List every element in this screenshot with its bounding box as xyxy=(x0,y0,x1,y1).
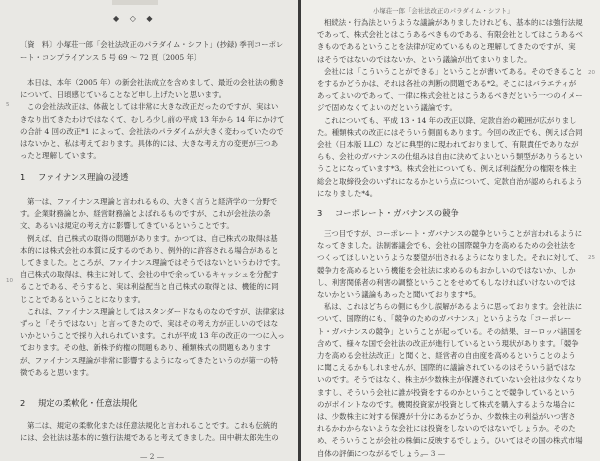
section-2-heading xyxy=(20,397,138,409)
line-marker: 5 xyxy=(6,102,10,108)
ornament: ◆ ◇ ◆ xyxy=(113,14,157,23)
section-1-body xyxy=(20,196,285,379)
body-paragraph: 例えば、自己株式の取得の問題があります。かつては、自己株式の取得は基本的には株式会社の本質に反するのであり、例外的に許容される場合があるとしてきました。ところが、ファイナンス理論ではそうではないというわけです。自己株式の取得は、株主に対して、会社の中で余っているキャッシュを分配することである、そうすると、実は利益配当と自己株式の取得とは、機能的に同じことであるということになります。 xyxy=(20,233,285,304)
body-paragraph: 会社には「こういうことができる」ということが書いてある。そのできることをするかどうかは、それは各社の判断の問題である*2。そこにはバラエティがあってよいのであって、一律に株式会社とはこうあるべきだという一つのイメージで固めなくてよいのだという議論です。 xyxy=(317,66,583,113)
body-paragraph: 相続法・行為法というような議論がありましたけれども、基本的には強行法規であって、株式会社とはこうあるべきものである、有限会社としてはこうあるべきものであるということを法律が定めているものと理解してきたのですが、実はそうではないのではないか、という議論が出てまいりました。 xyxy=(317,18,583,64)
section-2-body xyxy=(20,420,285,444)
section-title: コーポレート・ガバナンスの競争 xyxy=(335,208,459,218)
section-number: 1 xyxy=(20,172,26,182)
section-number: 2 xyxy=(20,398,26,408)
page-number: — 3 — xyxy=(421,449,446,458)
body-paragraph: 第二は、規定の柔軟化または任意法規化と言われることです。これも伝統的には、会社法は基本的に強行法規であると考えてきました。田中耕太郎先生の xyxy=(20,421,279,443)
running-head: 小塚荘一郎「会社法改正のパラダイム・シフト」 xyxy=(373,7,514,15)
line-marker: 25 xyxy=(588,255,595,261)
intro-text xyxy=(20,77,285,162)
intro-paragraph: この会社法改正は、体裁としては非常に大きな改正だったのですが、実はいきなり出てきたわけではなくて、むしろ少し前の平成 13 年から 14 年にかけての合計 4 回の改正*1 によって、会社法のパラダイムが大きく変わっていたのではないかと、私は考えております。具体的には、大きな考え方の変更が三つあったと理解しています。 xyxy=(20,102,285,161)
section-3-body xyxy=(317,228,583,460)
line-marker: 10 xyxy=(6,278,13,284)
body-paragraph: 私は、これはどちらの側にも少し誤解があるように思っております。会社法について、国際的にも、「競争のためのガバナンス」というような「コーポレート・ガバナンスの競争」ということが起っている。その結果、ヨーロッパ諸国を含めて、様々な国で会社法の改正が進行しているという現状があります。「競争力を高める会社法改正」と聞くと、経営者の自由度を高めるということのように聞こえるかもしれませんが、国際的に議論されているのはそういう話ではないのです。そうではなく、株主が少数株主が保護されていない会社は少なくなりますし、そういう会社に誰が投資をするのかということで競争しているというのがポイントなのです。機関投資家が投資として株式を購入するような場合には、少数株主に対する保護が十分にあるかどうか、少数株主の利益がいつ害されるかわからないような会社には投資をしないのではないでしょうか。そのため、そういうことが会社の株価に反映するでしょう。ひいてはその国の株式市場自体の評価につながるでしょう。 xyxy=(317,302,583,458)
left-page xyxy=(0,0,298,461)
reference-citation: 〔資 料〕小塚荘一郎「会社法改正のパラダイム・シフト」(抄録) 季刊コーポレート・コンプライアンス 5 号 69 ～ 72 頁〔2005 年〕 xyxy=(20,40,284,62)
body-paragraph: これは、ファイナンス理論としてはスタンダードなものなのですが、法律家はずっと「そうではない」と言ってきたので、実はその考え方が正しいのではないかということで採り入れられています。これが平成 13 年の改正の一つに入っております。その他、新株予約権の問題もあり、種類株式の問題もありますが、ファイナンス理論が非常に影響するようになってきたというのが第一の特徴であると思います。 xyxy=(20,306,285,377)
page-tab xyxy=(112,0,158,5)
right-page xyxy=(301,0,600,461)
section-3-heading xyxy=(317,207,459,219)
section-title: 規定の柔軟化・任意法規化 xyxy=(38,398,138,408)
body-paragraph: これについても、平成 13・14 年の改正以降、定款自治の範囲が広がりました。種類株式の改正にはそういう側面もあります。今回の改正でも、例えば合同会社（日本版 LLC）などに典型的に現われておりまして、有限責任でありながらも、会社のガバナンスの仕組みは自由に決めてよいという類型がありうるということになっています*3。株式会社についても、例えば利益配分の権限を株主総会と取締役会のいずれになるかという点について、定款自治が認められるようになりました*4。 xyxy=(317,115,583,198)
right-top-text xyxy=(317,17,583,200)
section-title: ファイナンス理論の浸透 xyxy=(38,172,129,182)
body-paragraph: 第一は、ファイナンス理論と言われるもの、大きく言うと経済学の一分野です。企業財務論とか、経営財務論とよばれるものですが、これが会社法の条文、あるいは規定の考え方に影響してきているということです。 xyxy=(20,197,278,231)
page-number: — 2 — xyxy=(140,452,165,461)
line-marker: 20 xyxy=(588,70,595,76)
body-paragraph: 三つ目ですが、コーポレート・ガバナンスの競争ということが言われるようになってきました。法制審議会でも、会社の国際競争力を高めるための会社法をつくってほしいというような要望が出されるようになりました。それに対して、競争力を高めるという機能を会社法に求めるのもおかしいのではないか、しかし、利害関係者の利害の調整ということをせめてもしなければいけないのではないかという議論もあったと聞いております*5。 xyxy=(317,229,583,300)
section-number: 3 xyxy=(317,208,323,218)
intro-paragraph: 本日は、本年（2005 年）の新会社法成立を含めまして、最近の会社法の動きについて、日頃感じていることなど申し上げたいと思います。 xyxy=(20,78,285,100)
section-1-heading xyxy=(20,171,128,183)
